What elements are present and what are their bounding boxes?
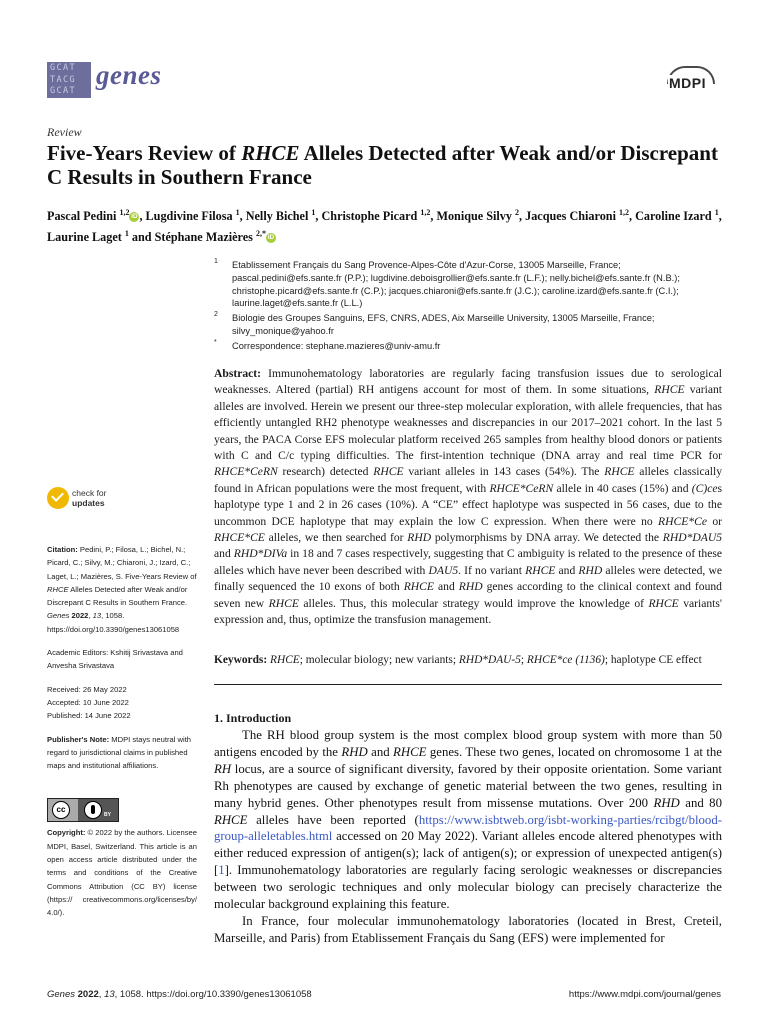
author: Jacques Chiaroni $^{1,2}$ bbox=[525, 208, 629, 224]
text-run: polymorphisms by DNA array. We detected the bbox=[431, 531, 663, 545]
affiliations bbox=[214, 259, 714, 355]
text-run: RHD*DAU5 bbox=[662, 531, 722, 545]
copyright: Copyright: © 2022 by the authors. Licensee MDPI, Basel, Switzerland. This article is an open access article distributed under the terms and conditions of the Creative Commons Attribution (CC BY) license (https:// creativecommons.org/licenses/by/ 4.0/). bbox=[47, 828, 197, 918]
cc-badge-left bbox=[48, 799, 78, 821]
text-run: 2022 bbox=[71, 611, 89, 621]
inline-link[interactable]: 1 bbox=[218, 863, 225, 878]
text-run: Immunohematology laboratories are regularly facing transfusion issues due to serological weaknesses. Altered (partial) RH antigens account for most of them. In some situations, bbox=[214, 367, 722, 397]
abstract bbox=[214, 366, 722, 629]
text-run: genes. These two genes, located on chromosome 1 at the bbox=[426, 744, 722, 759]
text-run: RHD bbox=[578, 563, 603, 577]
text-run: genes according to the clinical context and found seven new bbox=[214, 580, 722, 610]
check-icon bbox=[47, 487, 69, 509]
text-run: RHD bbox=[653, 795, 680, 810]
text-run: Alleles Detected after Weak and/or Discrepant C Results in Southern France. bbox=[47, 584, 188, 608]
author: Stéphane Mazières $^{2,*}$ iD bbox=[154, 229, 275, 245]
text-run: RHD*DIVa bbox=[233, 547, 288, 561]
text-run: RHCE*Ce bbox=[658, 514, 707, 528]
author-list: Pascal Pedini $^{1,2}$ iD , Lugdivine Filosa $^1$, Nelly Bichel $^1$, Christophe Picard $^{1,2}$, Monique Silvy $^2$, Jacques Chiaroni $^{1,2}$, Caroline Izard $^1$, Laurine Laget $^1$ and Stéphane Mazières $^{2,*}$ iD bbox=[47, 208, 722, 245]
text-run: RHCE bbox=[47, 584, 69, 594]
text-run: RHCE bbox=[525, 563, 556, 577]
text-run: RHCE bbox=[393, 744, 427, 759]
attribution-icon bbox=[84, 801, 102, 819]
affiliation: 2 Biologie des Groupes Sanguins, EFS, CNRS, ADES, Aix Marseille University, 13005 Marseille, France; silvy_monique@yahoo.fr bbox=[214, 311, 655, 336]
publisher-note: Publisher's Note: MDPI stays neutral with regard to jurisdictional claims in published maps and institutional affiliations. bbox=[47, 734, 192, 771]
text-run: and bbox=[555, 563, 579, 577]
text-run: Genes bbox=[47, 611, 70, 621]
cc-icon: cc bbox=[52, 801, 70, 819]
text-run: RHCE*CE bbox=[214, 531, 265, 545]
text-run: RHCE bbox=[403, 580, 434, 594]
text-run: RHD bbox=[341, 744, 368, 759]
text-run: The RH blood group system is the most complex blood group system with more than 50 antigens encoded by the bbox=[214, 728, 722, 759]
text-run: DAU5 bbox=[428, 563, 459, 577]
inline-link[interactable]: https://www.isbtweb.org/isbt-working-parties/rcibgt/blood-group-alleletables.html bbox=[214, 812, 722, 844]
logo-line: GCAT bbox=[50, 63, 77, 73]
text-run: RHD bbox=[407, 531, 432, 545]
abstract-label: Abstract: bbox=[214, 367, 262, 380]
text-run: and bbox=[367, 744, 394, 759]
article-title: Five-Years Review of RHCE Alleles Detected after Weak and/or Discrepant C Results in Southern France bbox=[47, 141, 718, 189]
text-run: , 1058. https://doi.org/10.3390/genes13061058 bbox=[47, 611, 180, 634]
text-run: RH bbox=[214, 761, 232, 776]
text-run: and bbox=[214, 547, 234, 561]
section-divider bbox=[214, 684, 722, 685]
author: Pascal Pedini $^{1,2}$ iD bbox=[47, 208, 138, 224]
text-run: alleles. Thus, this molecular strategy would improve the knowledge of bbox=[298, 596, 649, 610]
check-for-updates-badge[interactable] bbox=[47, 487, 137, 511]
text-run: , bbox=[88, 611, 93, 621]
author: Nelly Bichel $^1$ bbox=[245, 208, 316, 224]
orcid-icon[interactable]: iD bbox=[267, 234, 275, 242]
received-date: Received: 26 May 2022 bbox=[47, 684, 127, 694]
article-info-sidebar bbox=[47, 543, 197, 930]
author: Christophe Picard $^{1,2}$ bbox=[321, 208, 431, 224]
text-run: alleles, we then searched for bbox=[264, 531, 408, 545]
publisher-logo bbox=[663, 68, 719, 96]
journal-logo bbox=[47, 62, 91, 98]
text-run: alleles have been reported ( bbox=[247, 812, 419, 827]
publisher-name: MDPI bbox=[669, 75, 706, 91]
text-run: allele in 40 cases (15%) and bbox=[553, 481, 692, 495]
dates bbox=[47, 683, 197, 723]
text-run: RHCE bbox=[270, 654, 300, 666]
text-run: alleles classically found in African populations were the most frequent, with bbox=[214, 465, 723, 495]
text-run: 13 bbox=[92, 611, 102, 621]
text-run: ; haplotype CE effect bbox=[604, 654, 702, 666]
affiliation: * Correspondence: stephane.mazieres@univ-amu.fr bbox=[214, 338, 441, 351]
orcid-icon[interactable]: iD bbox=[131, 213, 138, 221]
cc-by-license-badge[interactable] bbox=[47, 798, 119, 822]
section-heading: 1. Introduction bbox=[214, 711, 292, 725]
abstract-text bbox=[214, 367, 722, 626]
text-run: RHCE bbox=[268, 596, 299, 610]
cc-by-label: BY bbox=[104, 812, 111, 818]
text-run: RHD bbox=[458, 580, 483, 594]
logo-line: TACG bbox=[50, 74, 77, 85]
text-run: RHCE*CeRN bbox=[214, 465, 278, 479]
text-run: or bbox=[706, 514, 722, 528]
text-run: RHCE bbox=[604, 465, 635, 479]
text-run: variants' expression and, thus, optimize the transfusion management. bbox=[214, 596, 722, 627]
academic-editors: Academic Editors: Kshitij Srivastava and Anvesha Srivastava bbox=[47, 648, 183, 671]
text-run: ; molecular biology; new variants; bbox=[299, 654, 459, 666]
text-run: and 80 bbox=[679, 795, 722, 810]
accepted-date: Accepted: 10 June 2022 bbox=[47, 697, 129, 707]
text-run: locus, are a source of significant diversity, favored by their opposite orientation. Some variant Rh phenotypes are caused by exchange of genetic material between the two genes, resulting in many hybrid genes. Other phenotypes result from missense mutations. Over 200 bbox=[214, 761, 722, 810]
paragraph: In France, four molecular immunohematology laboratories (located in Brest, Creteil, Marseille, and Paris) from Etablissement Français du Sang (EFS) were implemented for bbox=[214, 913, 722, 945]
paragraph bbox=[214, 727, 722, 913]
text-run: Pedini, P.; Filosa, L.; Bichel, N.; Picard, C.; Silvy, M.; Chiaroni, J.; Izard, C.; Laget, L.; Mazières, S. Five-Years Review of bbox=[47, 545, 197, 581]
text-run: variant alleles are involved. Herein we present our three-step molecular exploration, with allele frequencies, that has efficiently untangled RH2 phenotype weaknesses and discrepancies in our 2017–2021 cohort. In the last 5 years, the PACA Corse EFS molecular platform received 265 samples from healthy blood donors or patients with C and C/c typing difficulties. The first-intention technique (DNA array and real time PCR for bbox=[214, 383, 722, 463]
keywords-label: Keywords: bbox=[214, 654, 268, 666]
text-run: RHD*DAU-5 bbox=[458, 654, 521, 666]
check-updates-label: check for updates bbox=[72, 488, 107, 508]
affiliation: 1 Etablissement Français du Sang Provence-Alpes-Côte d'Azur-Corse, 13005 Marseille, France; pascal.pedini@efs.sante.fr (P.P.); lugdivine.deboisgrollier@efs.sante.fr (L.F.); nelly.bichel@efs.sante.fr (N.B.); christophe.picard@efs.sante.fr (C.P.); jacques.chiaroni@efs.sante.fr (J.C.); caroline.izard@efs.sante.fr (C.I.); laurine.laget@efs.sante.fr (L.L.) bbox=[214, 258, 680, 309]
text-run: ; bbox=[520, 654, 527, 666]
text-run: RHCE bbox=[214, 812, 248, 827]
text-run: (C)ce bbox=[691, 481, 718, 495]
citation: Citation: Pedini, P.; Filosa, L.; Bichel, N.; Picard, C.; Silvy, M.; Chiaroni, J.; Izard, C.; Laget, L.; Mazières, S. Five-Years Review of RHCE Alleles Detected after Weak and/or Discrepant C Results in Southern France. Genes 2022, 13, 1058. https://doi.org/10.3390/genes13061058 bbox=[47, 545, 197, 634]
text-run: RHCE*ce (1136) bbox=[526, 654, 605, 666]
published-date: Published: 14 June 2022 bbox=[47, 711, 131, 721]
author: Lugdivine Filosa $^1$ bbox=[145, 208, 240, 224]
text-run: accessed on 20 May 2022). Variant alleles encode altered phenotypes with either reduced expression of antigen(s); lack of antigen(s); or expression of unexpected antigen(s) [ bbox=[214, 829, 722, 878]
keywords bbox=[214, 652, 768, 668]
text-run: RHCE bbox=[648, 596, 679, 610]
author: Laurine Laget $^1$ bbox=[47, 229, 129, 245]
text-run: and bbox=[433, 580, 459, 594]
author: Caroline Izard $^1$ bbox=[635, 208, 719, 224]
text-run: RHCE bbox=[654, 383, 685, 397]
keywords-text bbox=[267, 654, 702, 666]
logo-line: GCAT bbox=[50, 86, 77, 96]
footer-citation: Genes 2022, 13, 1058. https://doi.org/10.3390/genes13061058 bbox=[47, 989, 312, 1000]
text-run: RHCE bbox=[373, 465, 404, 479]
article-type: Review bbox=[47, 125, 82, 139]
footer-journal-url[interactable]: https://www.mdpi.com/journal/genes bbox=[568, 989, 721, 1000]
text-run: s haplotype type 1 and 2 in 26 cases (10%). A “CE” effect haplotype was suspected in 56 cases, due to the uncommon DCE haplotype that may explain the low C expression. When there were no bbox=[214, 481, 723, 528]
author: Monique Silvy $^2$ bbox=[436, 208, 519, 224]
text-run: research) detected bbox=[277, 465, 374, 479]
text-run: variant alleles in 143 cases (54%). The bbox=[403, 465, 605, 479]
text-run: RHCE*CeRN bbox=[489, 481, 554, 495]
introduction-body bbox=[214, 727, 722, 947]
text-run: ]. Immunohematology laboratories are regularly facing serologic weaknesses or discrepancies between two serologic techniques and only molecular biology can precisely characterize the molecular background explaining this feature. bbox=[214, 863, 722, 912]
journal-name: genes bbox=[96, 60, 162, 90]
text-run: alleles were detected, we finally sequenced the 10 exons of both bbox=[214, 563, 722, 594]
text-run: in 18 and 7 cases respectively, suggesting that C ambiguity is related to the presence of these alleles which have never been described with bbox=[214, 547, 722, 577]
text-run: . If no variant bbox=[458, 563, 526, 577]
